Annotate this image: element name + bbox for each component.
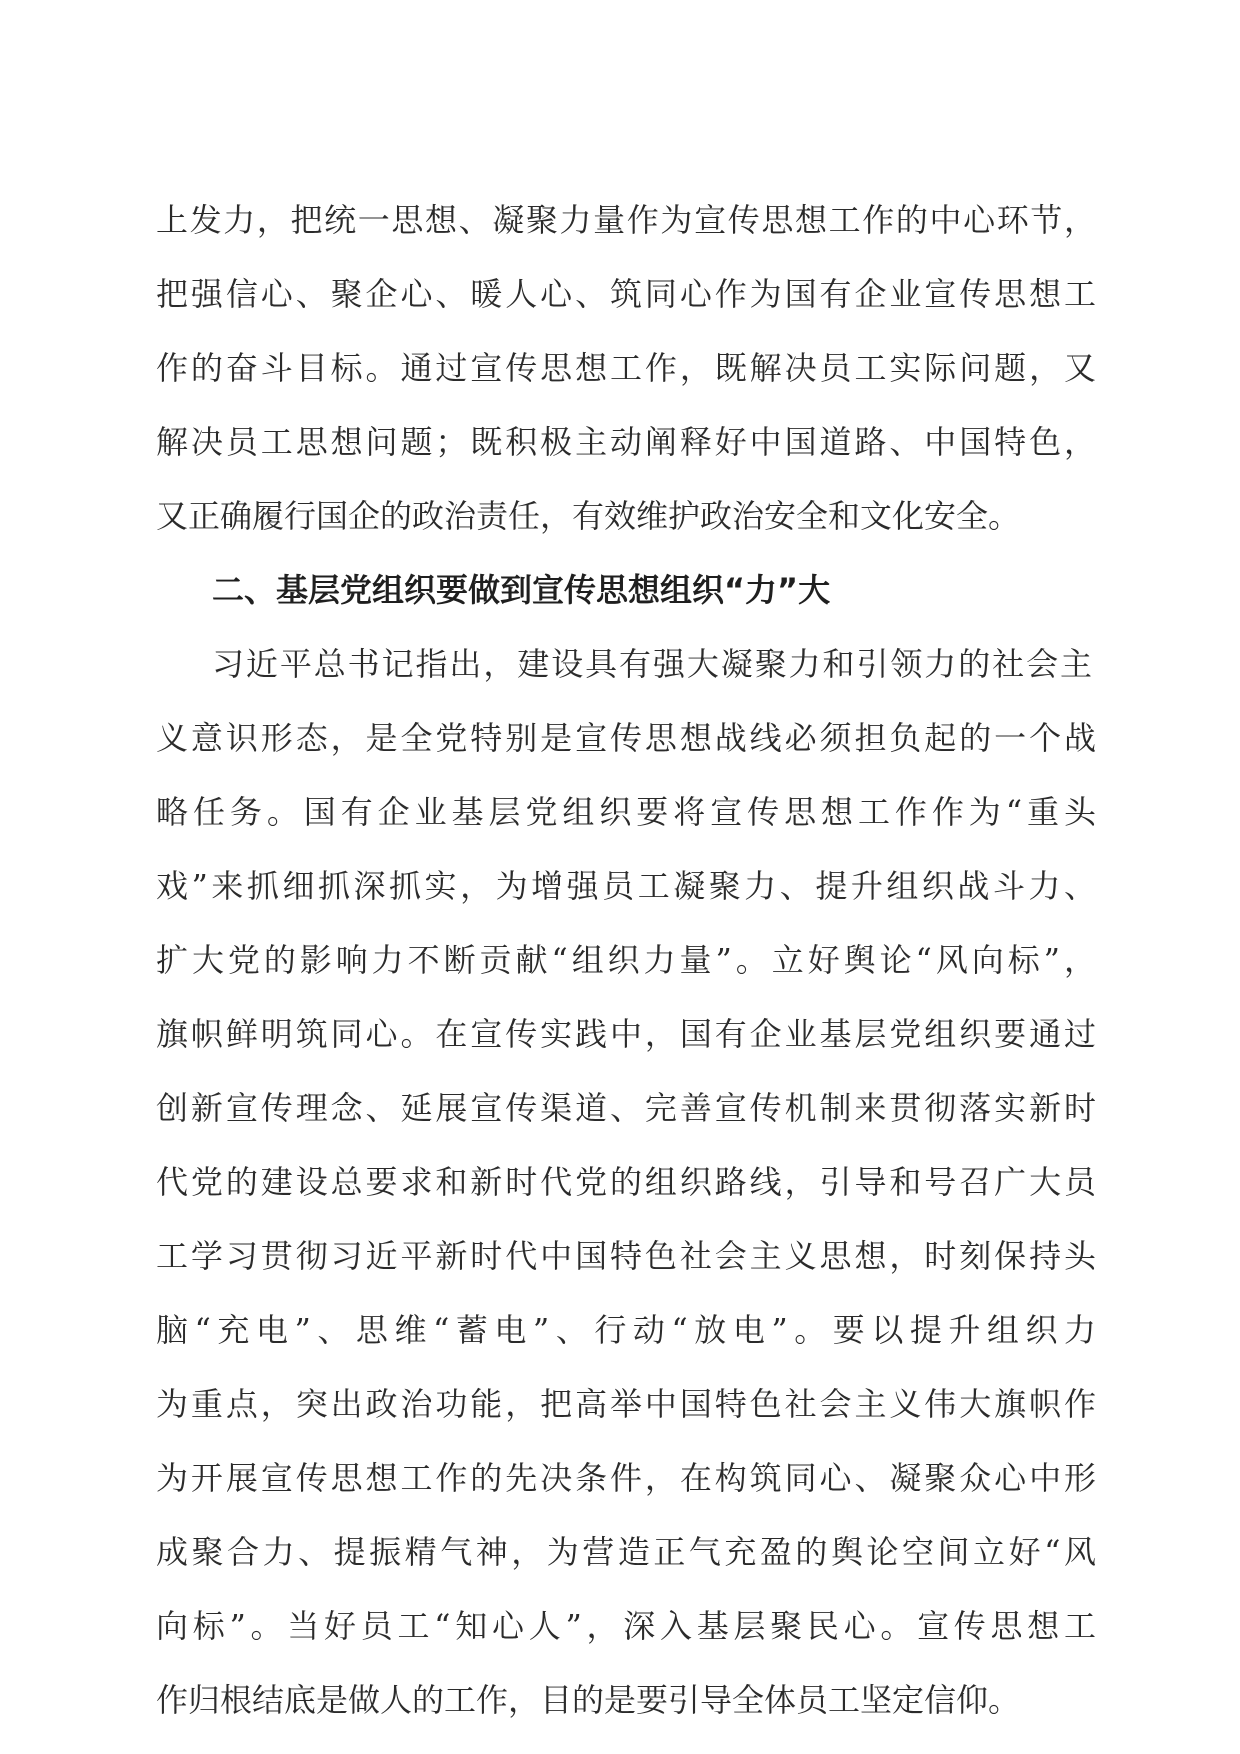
paragraph-2-line-10: 脑“充电”、思维“蓄电”、行动“放电”。要以提升组织力 — [156, 1311, 1096, 1349]
paragraph-2-line-12: 为开展宣传思想工作的先决条件，在构筑同心、凝聚众心中形 — [156, 1459, 1096, 1497]
paragraph-2-line-5: 扩大党的影响力不断贡献“组织力量”。立好舆论“风向标”， — [156, 941, 1096, 979]
paragraph-1-line-4: 解决员工思想问题；既积极主动阐释好中国道路、中国特色， — [156, 423, 1096, 461]
paragraph-2-line-7: 创新宣传理念、延展宣传渠道、完善宣传机制来贯彻落实新时 — [156, 1089, 1096, 1127]
paragraph-2-line-9: 工学习贯彻习近平新时代中国特色社会主义思想，时刻保持头 — [156, 1237, 1096, 1275]
paragraph-1-line-1: 上发力，把统一思想、凝聚力量作为宣传思想工作的中心环节， — [156, 201, 1096, 239]
paragraph-2-line-8: 代党的建设总要求和新时代党的组织路线，引导和号召广大员 — [156, 1163, 1096, 1201]
paragraph-2-line-13: 成聚合力、提振精气神，为营造正气充盈的舆论空间立好“风 — [156, 1533, 1096, 1571]
paragraph-1-line-3: 作的奋斗目标。通过宣传思想工作，既解决员工实际问题，又 — [156, 349, 1096, 387]
paragraph-2-line-1: 习近平总书记指出，建设具有强大凝聚力和引领力的社会主 — [212, 645, 1092, 683]
paragraph-2-line-14: 向标”。当好员工“知心人”，深入基层聚民心。宣传思想工 — [156, 1607, 1096, 1645]
paragraph-1-line-2: 把强信心、聚企心、暖人心、筑同心作为国有企业宣传思想工 — [156, 275, 1096, 313]
paragraph-2-line-3: 略任务。国有企业基层党组织要将宣传思想工作作为“重头 — [156, 793, 1096, 831]
paragraph-2-line-6: 旗帜鲜明筑同心。在宣传实践中，国有企业基层党组织要通过 — [156, 1015, 1096, 1053]
paragraph-2-line-15: 作归根结底是做人的工作，目的是要引导全体员工坚定信仰。 — [156, 1681, 1021, 1719]
paragraph-2-line-11: 为重点，突出政治功能，把高举中国特色社会主义伟大旗帜作 — [156, 1385, 1096, 1423]
paragraph-2-line-2: 义意识形态，是全党特别是宣传思想战线必须担负起的一个战 — [156, 719, 1096, 757]
paragraph-2-line-4: 戏”来抓细抓深抓实，为增强员工凝聚力、提升组织战斗力、 — [156, 867, 1096, 905]
section-2-heading: 二、基层党组织要做到宣传思想组织“力”大 — [212, 571, 831, 609]
paragraph-1-line-5: 又正确履行国企的政治责任，有效维护政治安全和文化安全。 — [156, 497, 1021, 535]
